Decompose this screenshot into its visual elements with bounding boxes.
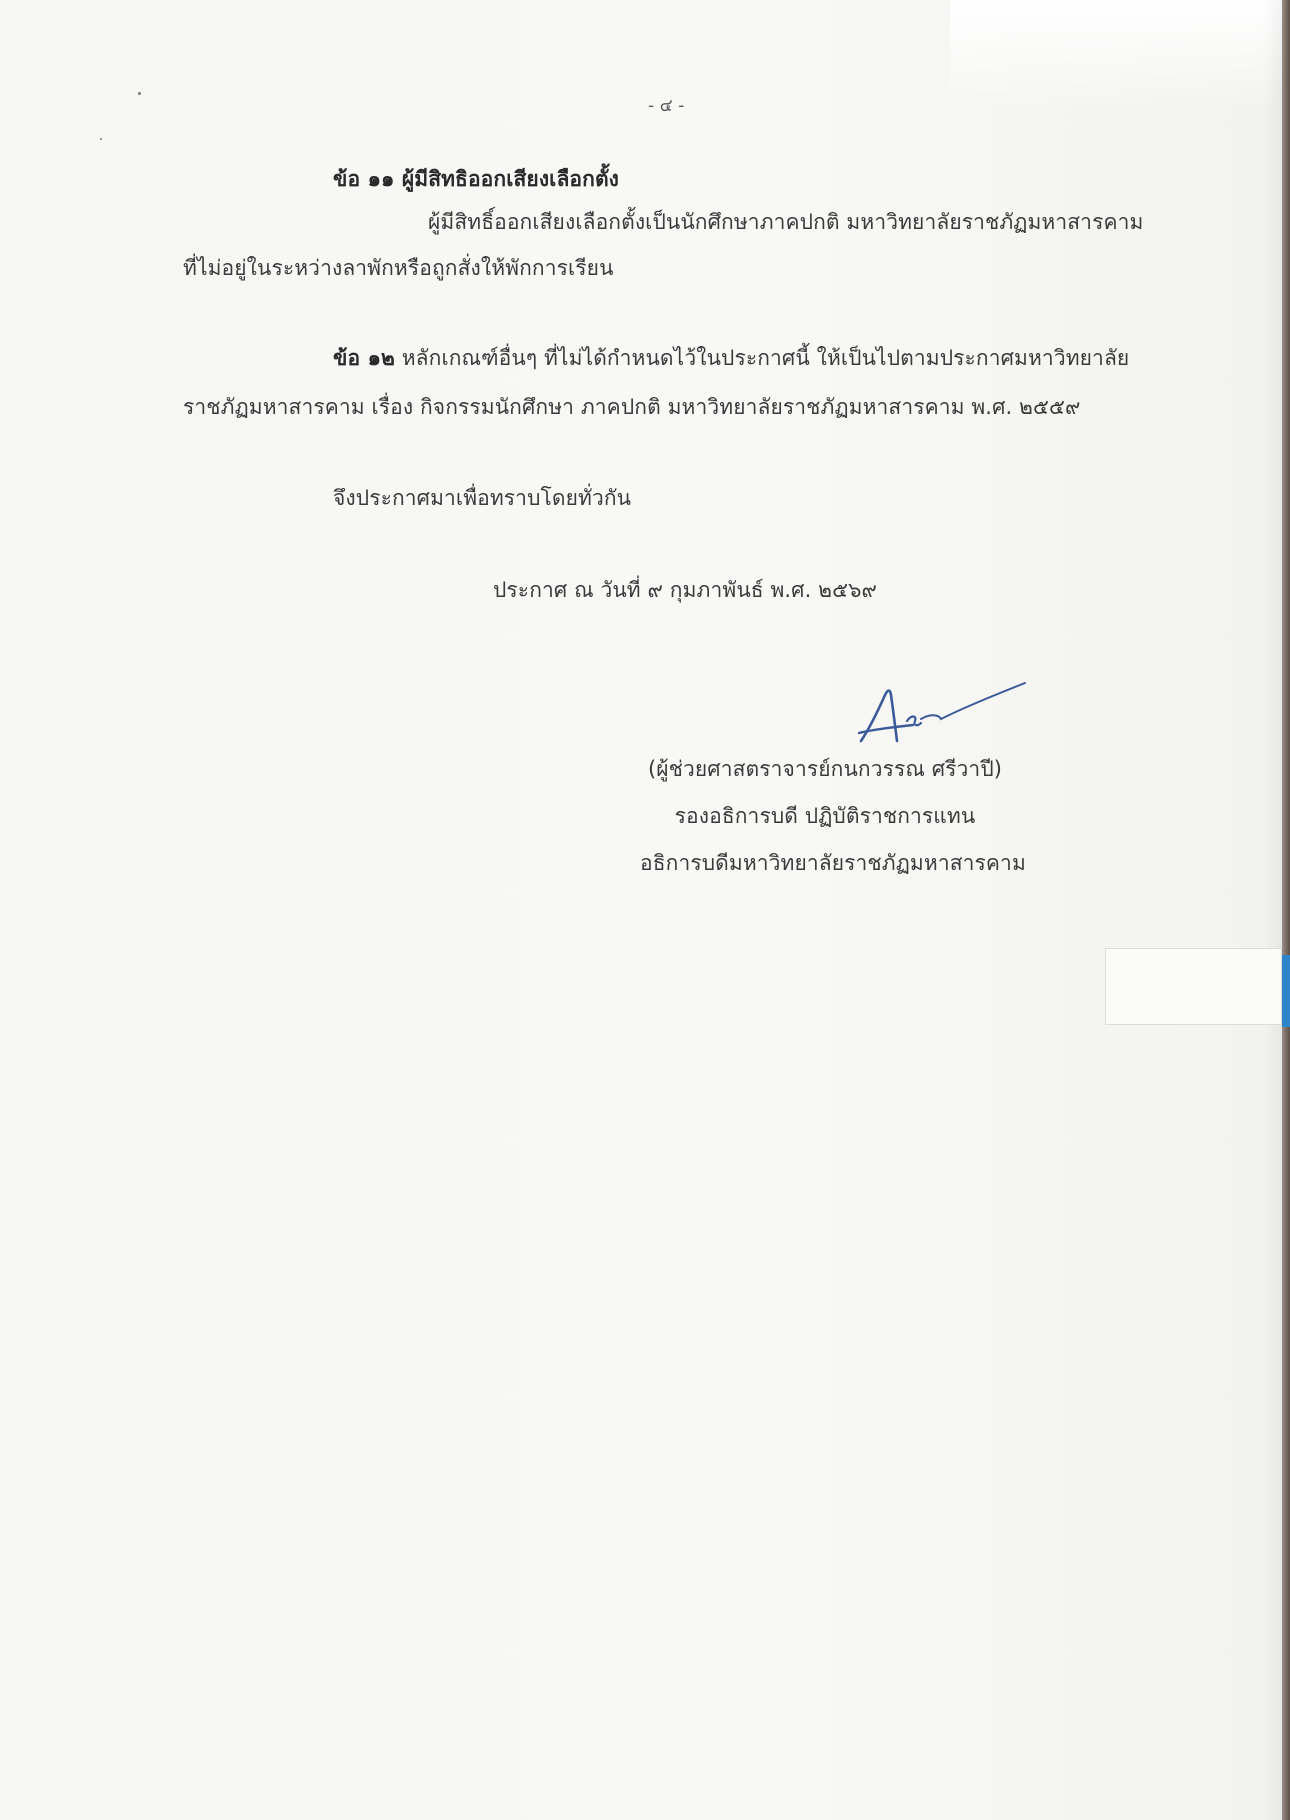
scan-speck [100, 138, 102, 140]
scan-highlight [950, 0, 1290, 110]
announcement-date: ประกาศ ณ วันที่ ๙ กุมภาพันธ์ พ.ศ. ๒๕๖๙ [493, 578, 878, 602]
clause-11-heading: ข้อ ๑๑ ผู้มีสิทธิออกเสียงเลือกตั้ง [333, 167, 620, 191]
scan-edge [1282, 0, 1290, 1820]
clause-12-line-1 [333, 344, 1129, 372]
clause-12-text: หลักเกณฑ์อื่นๆ ที่ไม่ได้กำหนดไว้ในประกาศนี้ ให้เป็นไปตามประกาศมหาวิทยาลัย [394, 346, 1130, 370]
closing-statement: จึงประกาศมาเพื่อทราบโดยทั่วกัน [333, 486, 632, 510]
scan-edge-shadow [1264, 0, 1282, 1820]
clause-12-label: ข้อ ๑๒ [333, 346, 395, 370]
scan-edge-marker [1282, 955, 1290, 1027]
scan-speck [138, 92, 141, 95]
page-number: - ๔ - [648, 96, 685, 116]
tape-mark [1105, 948, 1282, 1025]
clause-11-line-1: ผู้มีสิทธิ์ออกเสียงเลือกตั้งเป็นนักศึกษาภาคปกติ มหาวิทยาลัยราชภัฏมหาสารคาม [428, 210, 1144, 234]
clause-12-line-2: ราชภัฏมหาสารคาม เรื่อง กิจกรรมนักศึกษา ภาคปกติ มหาวิทยาลัยราชภัฏมหาสารคาม พ.ศ. ๒๕๕๙ [183, 395, 1081, 419]
signatory-organization: อธิการบดีมหาวิทยาลัยราชภัฏมหาสารคาม [640, 851, 1026, 875]
clause-11-line-2: ที่ไม่อยู่ในระหว่างลาพักหรือถูกสั่งให้พักการเรียน [183, 256, 614, 280]
signatory-name: (ผู้ช่วยศาสตราจารย์กนกวรรณ ศรีวาปี) [647, 757, 1003, 781]
signature [855, 675, 1035, 755]
signatory-position: รองอธิการบดี ปฏิบัติราชการแทน [674, 804, 976, 828]
